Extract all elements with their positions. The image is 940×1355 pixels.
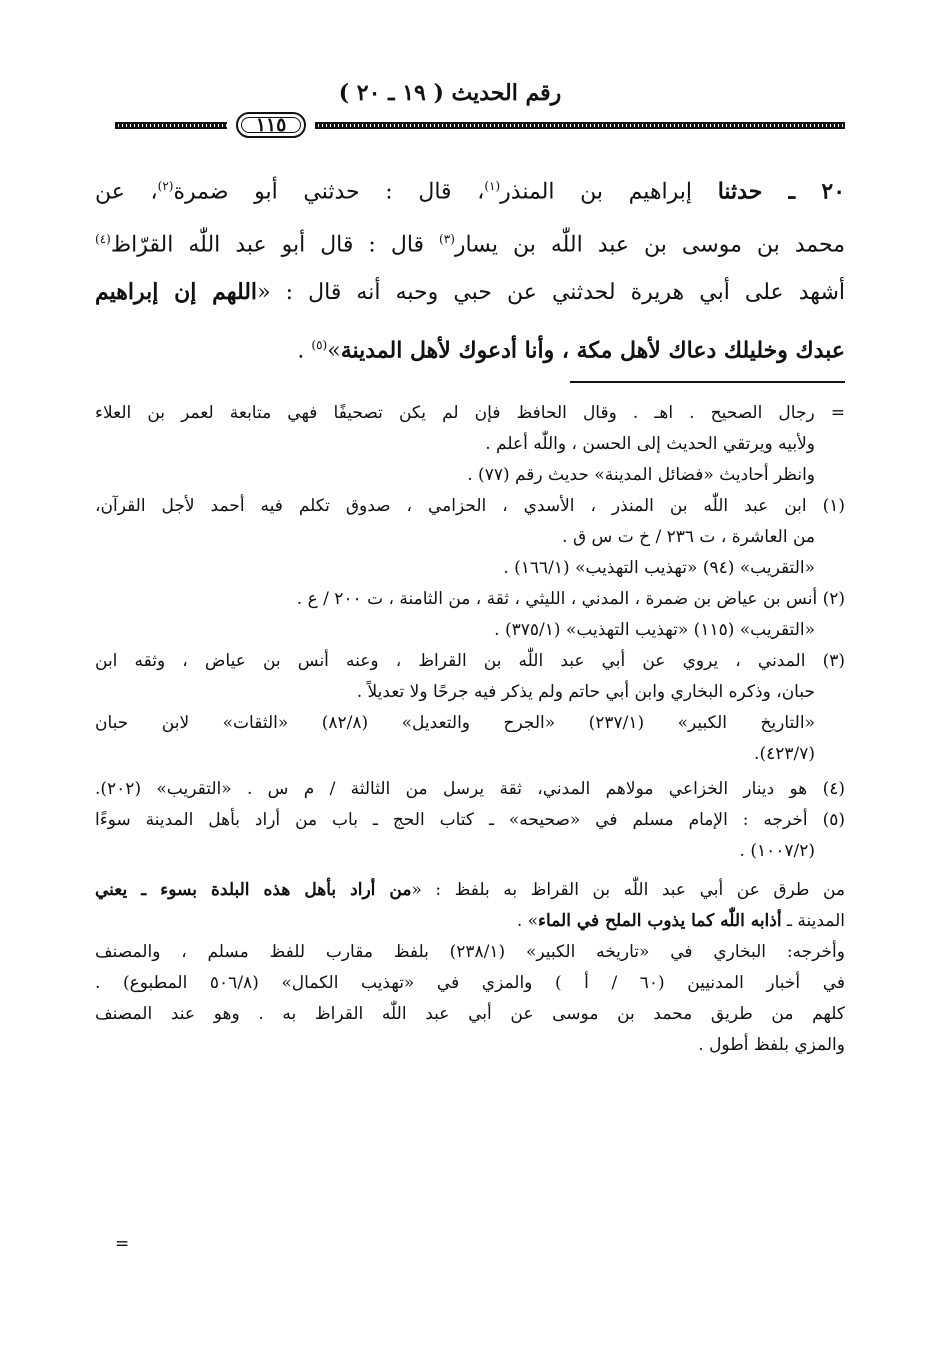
hadith-variant-text: من أراد بأهل هذه البلدة بسوء ـ يعني [95, 880, 412, 900]
footnote-text-span: المدينة ـ [781, 911, 845, 931]
footnote-text-span: من طرق عن أبي عبد اللّٰه بن القراظ به بلفظ : « [411, 880, 845, 900]
footnote-line: (٣) المدني ، يروي عن أبي عبد اللّٰه بن القراظ ، وعنه أنس بن عياض ، وثقه ابن [95, 651, 845, 671]
footnote-ref-4: (٤) [95, 232, 111, 246]
footnote-2 [95, 584, 845, 646]
footnotes [95, 398, 845, 1061]
hadith-line-1 [95, 160, 845, 213]
hadith-text-span: أشهد على أبي هريرة لحدثني عن حبي وحبه أنه قال : « [257, 280, 845, 305]
footnote-line: (٥) أخرجه : الإمام مسلم في «صحيحه» ـ كتاب الحج ـ باب من أراد بأهل المدينة سوءًا [95, 810, 845, 830]
continuation-mark: = [115, 1234, 130, 1254]
footnote-4 [95, 774, 845, 805]
hadith-line-2 [95, 213, 845, 266]
footnote-line: حبان، وذكره البخاري وابن أبي حاتم ولم يذكر فيه جرحًا ولا تعديلاً . [356, 682, 815, 702]
hadith-text-span: ، عن [95, 179, 158, 205]
footnote-line: (١) ابن عبد اللّٰه بن المنذر ، الأسدي ، الحزامي ، صدوق تكلم فيه أحمد لأجل القرآن، [95, 496, 845, 516]
hadith-text-span: قال : قال أبو عبد اللّٰه القرّاظ [110, 232, 440, 258]
footnote-line: من العاشرة ، ت ٢٣٦ / خ ت س ق . [562, 527, 815, 547]
footnote-text-span: » . [516, 911, 539, 931]
header-rule [115, 112, 845, 138]
hadith-text-span: » [327, 338, 341, 364]
hadith-line-4 [95, 319, 845, 372]
footnote-continuation [95, 398, 845, 491]
footnote-ref-1: (١) [484, 179, 501, 193]
footnote-line: وأخرجه: البخاري في «تاريخه الكبير» (٢٣٨/١) بلفظ مقارب للفظ مسلم ، والمصنف [95, 942, 845, 962]
page-header-title: رقم الحديث ( ١٩ ـ ٢٠ ) [338, 80, 562, 106]
footnote-line: (١٠٠٧/٢) . [739, 841, 815, 861]
footnote-line: في أخبار المدنيين (٦٠ / أ ) والمزي في «تهذيب الكمال» (٥٠٦/٨ المطبوع) . [95, 973, 845, 993]
footnote-line: (٤٢٣/٧). [754, 744, 815, 764]
footnote-ref-5: (٥) [311, 338, 328, 352]
footnote-ref-3: (٣) [439, 232, 455, 246]
header-rule-left [115, 122, 227, 129]
footnote-line: كلهم من طريق محمد بن موسى عن أبي عبد اللّٰه القراظ به . وهو عند المصنف [95, 1004, 845, 1024]
hadith-variant-text: أذابه اللّٰه كما يذوب الملح في الماء [538, 911, 782, 931]
prophetic-quote: اللهم إن إبراهيم [95, 279, 258, 305]
footnote-line: «التاريخ الكبير» (٢٣٧/١) «الجرح والتعديل» (٨٢/٨) «الثقات» لابن حبان [95, 713, 815, 733]
footnote-line [95, 906, 845, 937]
prophetic-quote: عبدك وخليلك دعاك لأهل مكة ، وأنا أدعوك لأهل المدينة [340, 337, 845, 364]
footnote-line: والمزي بلفظ أطول . [698, 1035, 845, 1055]
page-number-badge: ١١٥ [236, 112, 306, 138]
footnote-line: ولأبيه ويرتقي الحديث إلى الحسن ، واللّٰه أعلم . [485, 434, 815, 454]
footnote-5 [95, 805, 845, 1061]
footnote-3 [95, 646, 845, 770]
footnote-line [95, 875, 845, 906]
footnote-line: وانظر أحاديث «فضائل المدينة» حديث رقم (٧٧) . [467, 465, 815, 485]
footnote-separator [570, 381, 845, 383]
footnote-line: (٢) أنس بن عياض بن ضمرة ، المدني ، الليثي ، ثقة ، من الثامنة ، ت ٢٠٠ / ع . [296, 589, 845, 609]
footnote-line: «التقريب» (٩٤) «تهذيب التهذيب» (١٦٦/١) . [503, 558, 815, 578]
hadith-text-span: محمد بن موسى بن عبد اللّٰه بن يسار [454, 232, 845, 258]
footnote-1 [95, 491, 845, 584]
hadith-text-span: . [297, 338, 312, 364]
hadith-text-span: إبراهيم بن المنذر [500, 179, 718, 205]
header-rule-right [315, 122, 845, 129]
hadith-line-3 [95, 266, 845, 319]
hadith-text-span: ، قال : حدثني أبو ضمرة [173, 179, 485, 205]
footnote-line: = رجال الصحيح . اهـ . وقال الحافظ فإن لم يكن تصحيفًا فهي متابعة لعمر بن العلاء [95, 403, 845, 423]
footnote-ref-2: (٢) [157, 179, 174, 193]
footnote-line: (٤) هو دينار الخزاعي مولاهم المدني، ثقة يرسل من الثالثة / م س . «التقريب» (٢٠٢). [95, 779, 845, 799]
footnote-line: «التقريب» (١١٥) «تهذيب التهذيب» (٣٧٥/١) . [494, 620, 815, 640]
hadith-text [95, 160, 845, 372]
hadith-number-lead: ٢٠ ـ حدثنا [717, 178, 846, 205]
